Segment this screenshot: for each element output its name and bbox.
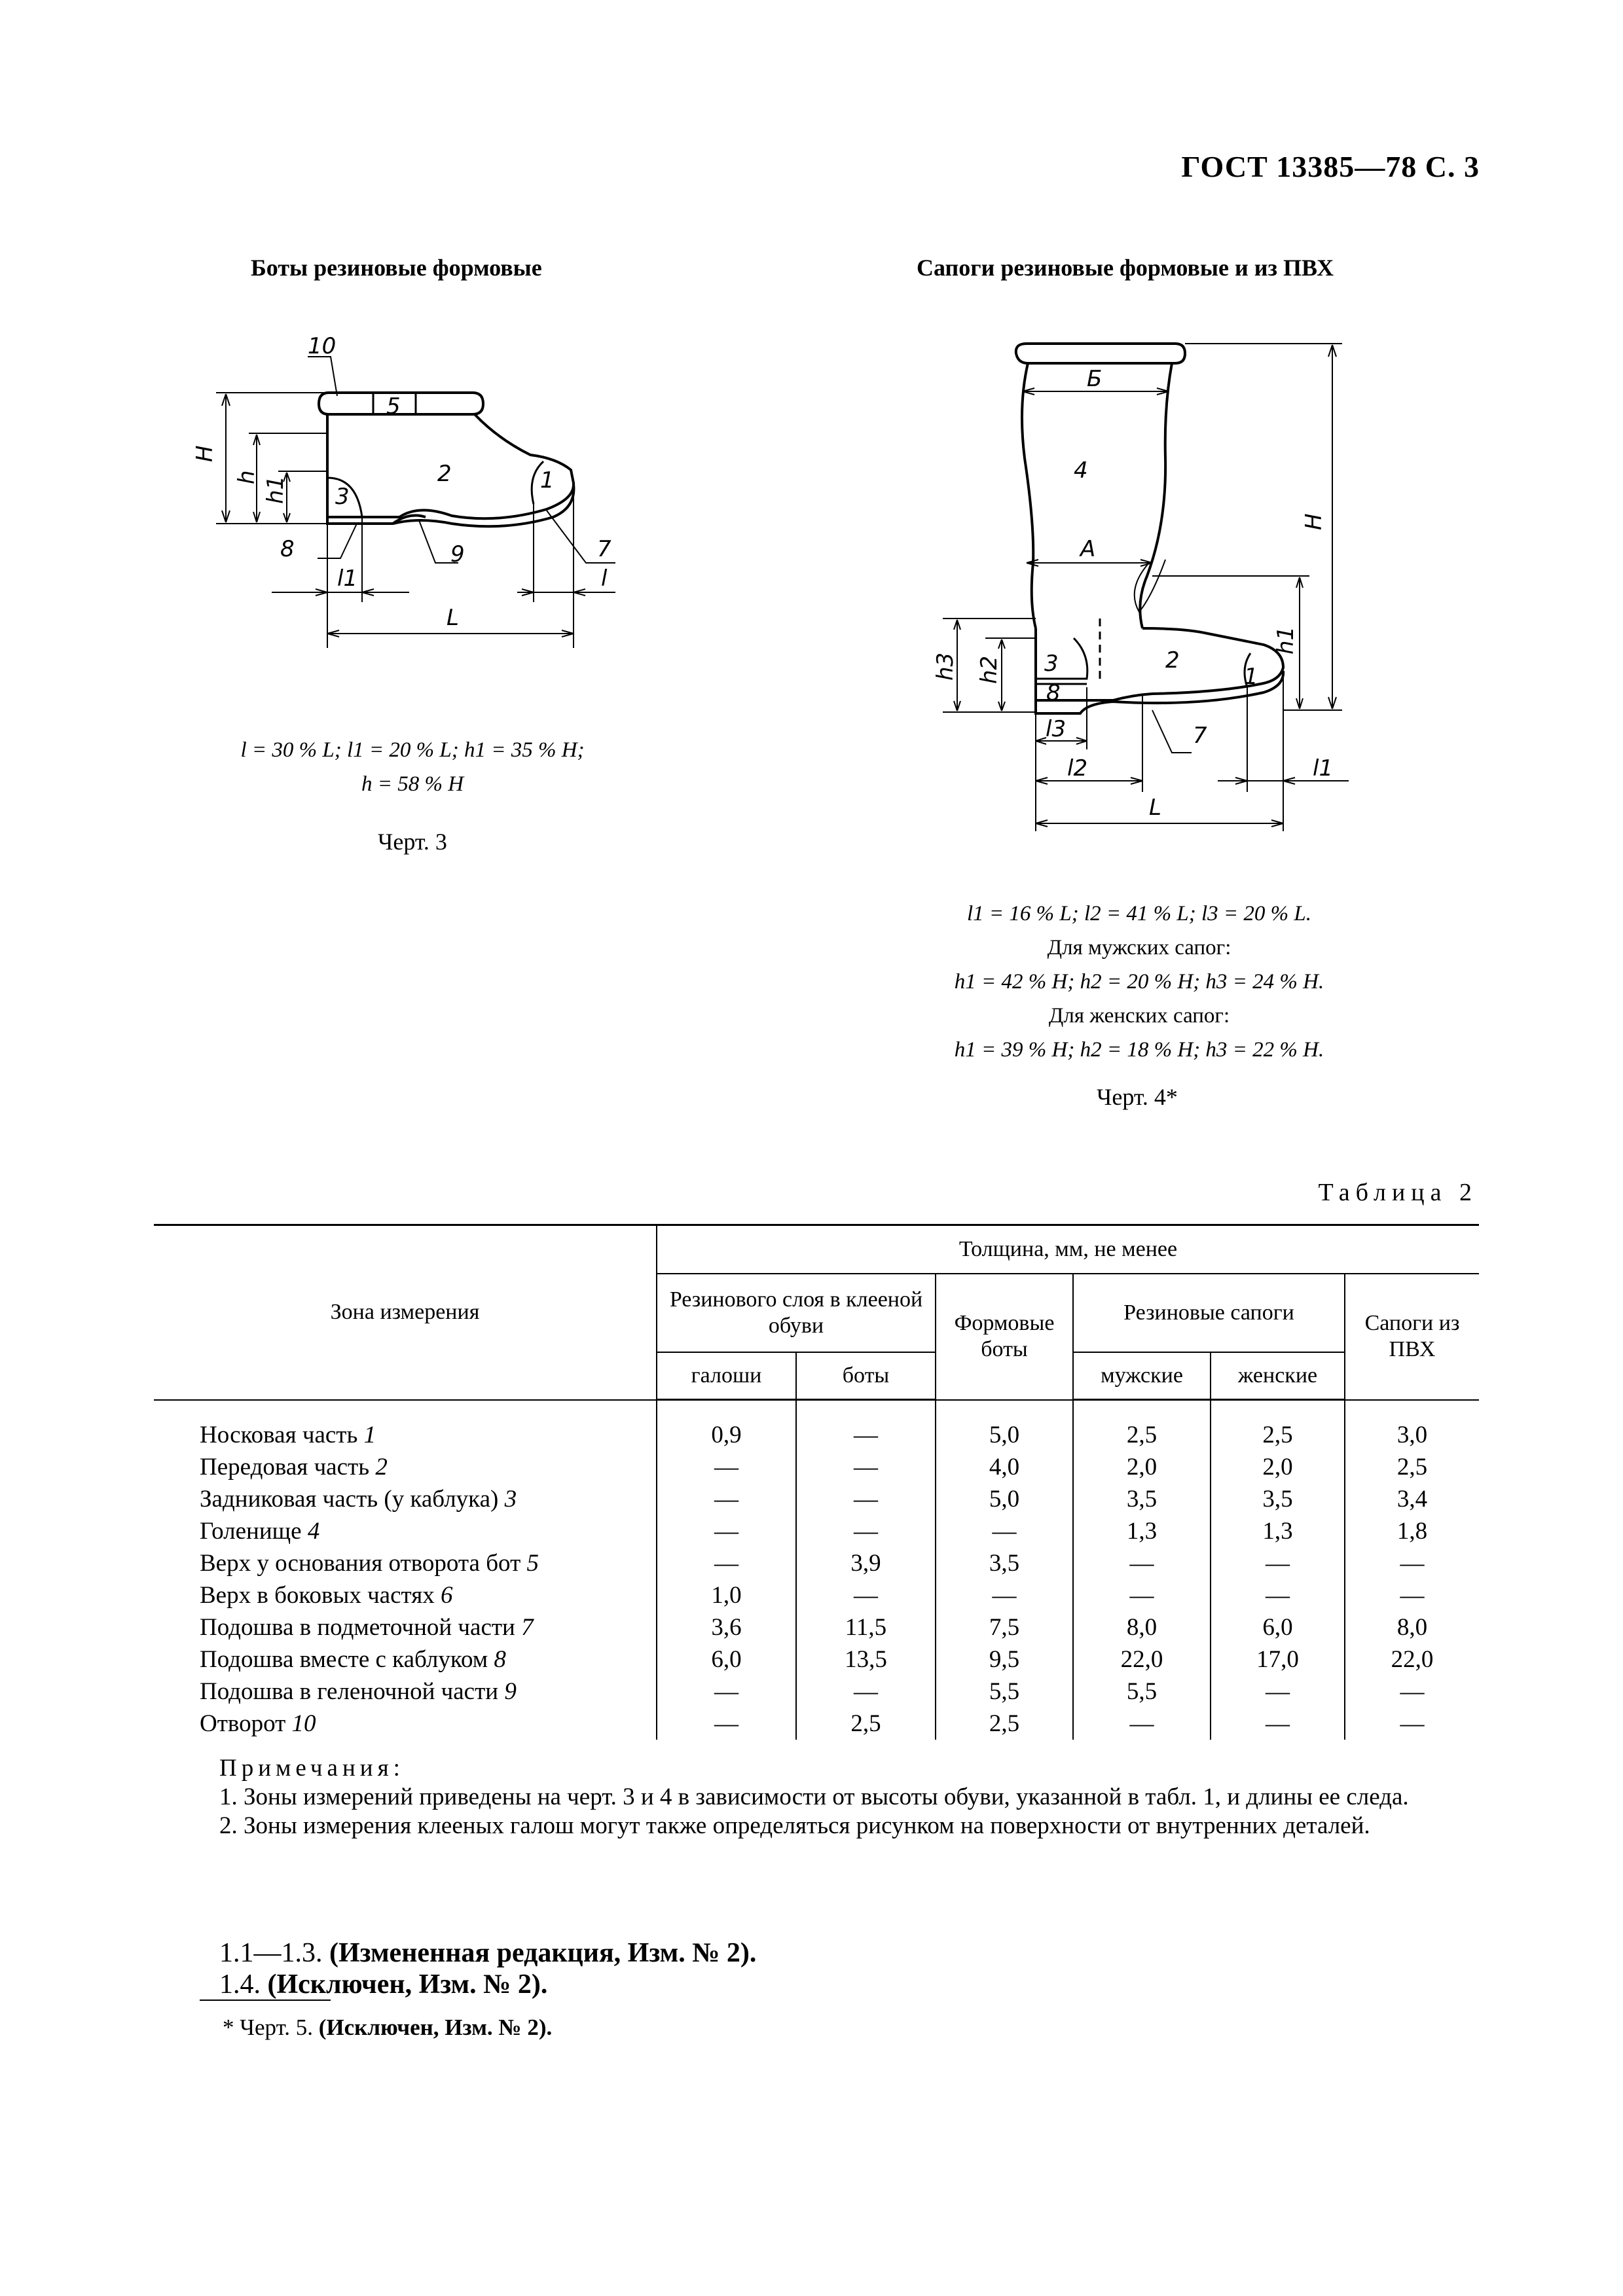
header-rubber-boots: Резиновые сапоги [1073,1274,1345,1352]
value-cell: 11,5 [796,1611,936,1643]
value-cell: 5,5 [936,1676,1073,1708]
value-cell: — [796,1515,936,1547]
fig4-label-2: 2 [1165,647,1180,673]
fig3-label-8: 8 [280,536,295,562]
zone-label: Подошва вместе с каблуком [200,1646,488,1673]
header-women: женские [1211,1352,1345,1400]
value-cell: 3,0 [1345,1400,1479,1452]
fig3-label-1: 1 [540,467,555,493]
table-row [154,1611,1479,1643]
zone-cell [154,1451,657,1483]
figure3-formula-line2: h = 58 % H [361,772,464,796]
value-cell: 8,0 [1073,1611,1211,1643]
value-cell: 4,0 [936,1451,1073,1483]
value-cell: 8,0 [1345,1611,1479,1643]
header-men: мужские [1073,1352,1211,1400]
value-cell: — [796,1579,936,1611]
zone-number: 5 [526,1550,539,1577]
value-cell: 3,5 [1211,1483,1345,1515]
zone-label: Отворот [200,1710,286,1737]
zone-number: 7 [521,1614,534,1641]
table-row [154,1643,1479,1676]
fig3-label-10: 10 [308,333,337,359]
table-body [154,1400,1479,1740]
table-row [154,1400,1479,1452]
fig4-label-1: 1 [1244,664,1258,690]
value-cell: 6,0 [657,1643,796,1676]
figure4-men-formula: h1 = 42 % H; h2 = 20 % H; h3 = 24 % H. [954,970,1324,994]
figure3-formula [210,733,615,801]
zone-cell [154,1611,657,1643]
footnote-rule [200,2000,331,2001]
zone-label: Верх у основания отворота бот [200,1550,521,1577]
value-cell: — [1211,1547,1345,1579]
value-cell: — [657,1483,796,1515]
fig4-label-l1: l1 [1313,755,1334,781]
amendment-2 [219,1969,547,2000]
fig4-label-B: Б [1087,366,1103,392]
fig4-label-A: A [1080,536,1096,562]
fig3-label-l: l [601,565,608,592]
fig4-label-l2: l2 [1067,755,1088,781]
table-row [154,1515,1479,1547]
amendment-2-num: 1.4. [219,1969,261,2000]
fig3-label-9: 9 [450,541,465,567]
value-cell: — [1345,1547,1479,1579]
fig4-label-L: L [1149,795,1161,821]
value-cell: 1,3 [1073,1515,1211,1547]
zone-cell [154,1676,657,1708]
zone-label: Носковая часть [200,1421,358,1448]
zone-cell [154,1643,657,1676]
figure4-women-formula: h1 = 39 % H; h2 = 18 % H; h3 = 22 % H. [954,1038,1324,1062]
zone-cell [154,1579,657,1611]
value-cell: 7,5 [936,1611,1073,1643]
value-cell: 3,5 [936,1547,1073,1579]
figure4-formula-line1: l1 = 16 % L; l2 = 41 % L; l3 = 20 % L. [966,902,1312,925]
fig3-label-l1: l1 [337,565,358,592]
value-cell: 2,5 [1345,1451,1479,1483]
fig3-label-h: h [234,470,260,484]
value-cell: 2,5 [1073,1400,1211,1452]
value-cell: 1,8 [1345,1515,1479,1547]
zone-label: Подошва в геленочной части [200,1678,499,1705]
fig4-label-4: 4 [1074,457,1088,484]
value-cell: 9,5 [936,1643,1073,1676]
zone-number: 6 [440,1582,453,1609]
footnote [223,2015,552,2041]
table-row [154,1547,1479,1579]
header-galoshes: галоши [657,1352,796,1400]
boot-sole [327,484,574,526]
fig4-label-h3: h3 [932,652,958,681]
boot-shaft [1022,363,1036,628]
zone-cell [154,1547,657,1579]
header-glued: Резинового слоя в клееной обуви [657,1274,936,1352]
table-row [154,1451,1479,1483]
figure3-formula-line1: l = 30 % L; l1 = 20 % L; h1 = 35 % H; [240,738,585,762]
value-cell: — [796,1676,936,1708]
value-cell: — [1073,1579,1211,1611]
fig3-label-2: 2 [437,461,452,487]
zone-cell [154,1400,657,1452]
value-cell: 22,0 [1345,1643,1479,1676]
value-cell: 3,4 [1345,1483,1479,1515]
table-caption: Таблица 2 [1318,1179,1478,1206]
header-boty: боты [796,1352,936,1400]
value-cell: — [1211,1708,1345,1740]
value-cell: — [796,1400,936,1452]
notes [154,1754,1479,1840]
fig3-label-7: 7 [597,536,611,562]
figure4-title: Сапоги резиновые формовые и из ПВХ [917,255,1334,281]
figure4-formula [890,897,1388,1067]
table-row [154,1579,1479,1611]
value-cell: 3,9 [796,1547,936,1579]
fig4-label-h2: h2 [976,655,1002,684]
zone-number: 3 [504,1486,517,1513]
value-cell: — [936,1515,1073,1547]
value-cell: 5,0 [936,1483,1073,1515]
value-cell: 2,5 [796,1708,936,1740]
value-cell: — [657,1708,796,1740]
value-cell: 0,9 [657,1400,796,1452]
page-header: ГОСТ 13385—78 С. 3 [1181,150,1480,183]
value-cell: 5,0 [936,1400,1073,1452]
table-row [154,1708,1479,1740]
value-cell: 3,5 [1073,1483,1211,1515]
fig3-label-h1: h1 [263,475,289,504]
figure3-drawing [183,327,629,655]
value-cell: — [796,1451,936,1483]
value-cell: — [1345,1579,1479,1611]
fig4-label-7: 7 [1193,723,1207,749]
zone-cell [154,1483,657,1515]
fig4-label-3: 3 [1044,651,1059,677]
zone-label: Подошва в подметочной части [200,1614,515,1641]
value-cell: 22,0 [1073,1643,1211,1676]
value-cell: — [796,1483,936,1515]
value-cell: — [1073,1708,1211,1740]
zone-label: Верх в боковых частях [200,1582,435,1609]
fig4-label-8: 8 [1046,680,1061,706]
value-cell: 13,5 [796,1643,936,1676]
value-cell: — [1211,1579,1345,1611]
zone-number: 1 [363,1421,376,1448]
figure3-caption: Черт. 3 [378,829,447,855]
fig4-label-l3: l3 [1046,716,1067,742]
value-cell: 1,3 [1211,1515,1345,1547]
figure4-men-title: Для мужских сапог: [1047,936,1231,960]
notes-title: Примечания: [219,1755,405,1782]
header-thickness: Толщина, мм, не менее [657,1225,1479,1274]
fig3-label-H: H [192,445,218,462]
value-cell: — [1345,1676,1479,1708]
zone-label: Передовая часть [200,1454,370,1480]
thickness-table [154,1224,1479,1740]
value-cell: 3,6 [657,1611,796,1643]
amendment-1-num: 1.1—1.3. [219,1938,323,1968]
zone-number: 8 [494,1646,506,1673]
fig3-label-L: L [447,605,459,631]
table-row [154,1676,1479,1708]
figure4-drawing [930,327,1388,851]
value-cell: 2,0 [1073,1451,1211,1483]
header-zone: Зона измерения [154,1225,657,1400]
value-cell: — [657,1451,796,1483]
zone-number: 4 [307,1518,320,1545]
value-cell: 2,5 [1211,1400,1345,1452]
amendment-1 [219,1937,756,1969]
fig3-label-5: 5 [386,393,401,420]
figure4-women-title: Для женских сапог: [1048,1004,1230,1028]
value-cell: — [1345,1708,1479,1740]
zone-cell [154,1515,657,1547]
footnote-prefix: * Черт. 5. [223,2015,313,2040]
note-1: 1. Зоны измерений приведены на черт. 3 и 4 в зависимости от высоты обуви, указанной в табл. 1, и длины ее следа. [219,1784,1409,1810]
value-cell: — [657,1547,796,1579]
value-cell: — [657,1676,796,1708]
zone-label: Голенище [200,1518,302,1545]
zone-number: 2 [375,1454,388,1480]
zone-cell [154,1708,657,1740]
figure4-caption: Черт. 4* [1097,1084,1178,1110]
amendment-2-text: (Исключен, Изм. № 2). [267,1969,548,2000]
value-cell: 1,0 [657,1579,796,1611]
fig4-label-H: H [1301,513,1327,530]
boot-cuff [319,393,483,414]
value-cell: 17,0 [1211,1643,1345,1676]
amendment-1-text: (Измененная редакция, Изм. № 2). [329,1938,757,1968]
value-cell: 6,0 [1211,1611,1345,1643]
value-cell: 2,5 [936,1708,1073,1740]
value-cell: — [1211,1676,1345,1708]
figure3-title: Боты резиновые формовые [251,255,542,281]
zone-number: 9 [504,1678,517,1705]
value-cell: — [657,1515,796,1547]
value-cell: — [1073,1547,1211,1579]
table-row [154,1483,1479,1515]
footnote-text: (Исключен, Изм. № 2). [318,2015,553,2040]
zone-label: Задниковая часть (у каблука) [200,1486,499,1513]
value-cell: 5,5 [1073,1676,1211,1708]
fig4-label-h1: h1 [1273,626,1299,655]
zone-number: 10 [291,1710,316,1737]
fig3-label-3: 3 [335,484,350,510]
header-pvc: Сапоги из ПВХ [1345,1274,1479,1400]
value-cell: — [936,1579,1073,1611]
note-2: 2. Зоны измерения клееных галош могут также определяться рисунком на поверхности от внутренних деталей. [219,1812,1370,1839]
value-cell: 2,0 [1211,1451,1345,1483]
header-molded: Формовые боты [936,1274,1073,1400]
